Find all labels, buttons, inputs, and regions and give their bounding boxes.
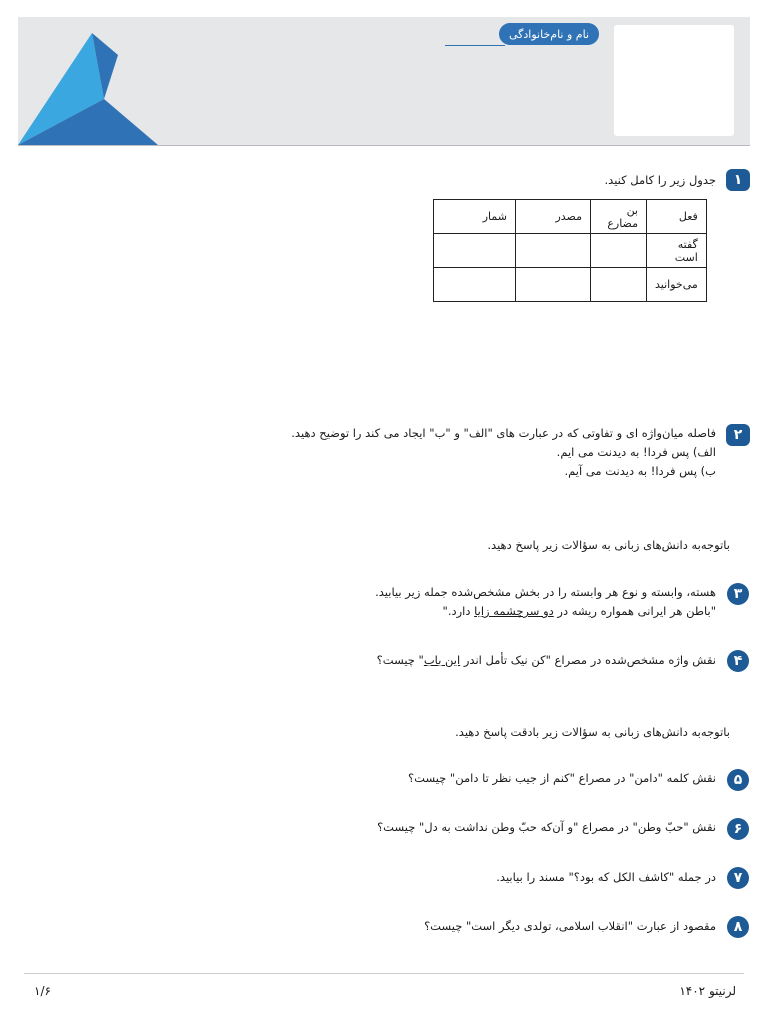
text-part: " چیست؟ — [376, 653, 424, 667]
question-2-line: ب) پس فردا! به دیدنت می آیم. — [564, 464, 716, 478]
question-8-text: مقصود از عبارت "انقلاب اسلامی، تولدی دیگر است" چیست؟ — [424, 919, 716, 933]
question-number-8: ۸ — [727, 916, 749, 938]
table-cell[interactable] — [591, 268, 647, 302]
question-number-5: ۵ — [727, 769, 749, 791]
question-3-line: هسته، وابسته و نوع هر وابسته را در بخش مشخص‌شده جمله زیر بیابید. — [375, 585, 716, 599]
table-header-row — [434, 200, 707, 234]
question-2-line: فاصله میان‌واژه ای و تفاوتی که در عبارت های "الف" و "ب" ایجاد می کند را توضیح دهید. — [291, 426, 716, 440]
question-number-7: ۷ — [727, 867, 749, 889]
table-cell[interactable] — [434, 234, 516, 268]
footer-divider — [24, 973, 744, 974]
table-cell[interactable] — [434, 268, 516, 302]
name-field[interactable] — [445, 45, 505, 46]
brand-logo — [18, 33, 158, 146]
question-number-1: ۱ — [726, 169, 750, 191]
verb-table — [433, 199, 707, 302]
quote-part: دارد." — [442, 604, 475, 618]
question-number-3: ۳ — [727, 583, 749, 605]
name-label: نام و نام‌خانوادگی — [499, 23, 599, 45]
question-3-text — [375, 583, 716, 621]
table-header-cell: مصدر — [516, 200, 591, 234]
table-row — [434, 268, 707, 302]
highlighted-phrase: این باب — [423, 653, 461, 667]
question-2-line: الف) پس فردا! به دیدنت می ایم. — [556, 445, 716, 459]
table-cell[interactable] — [516, 268, 591, 302]
question-5-text: نقش کلمه "دامن" در مصراع "کنم از جیب نظر تا دامن" چیست؟ — [408, 771, 716, 785]
instruction-note: باتوجه‌به دانش‌های زبانی به سؤالات زیر بادقت پاسخ دهید. — [455, 725, 730, 739]
table-header-cell: بن مضارع — [591, 200, 647, 234]
question-number-6: ۶ — [727, 818, 749, 840]
question-7-text: در جمله "کاشف الکل که بود؟" مسند را بیابید. — [496, 870, 716, 884]
table-cell[interactable] — [516, 234, 591, 268]
question-6-text: نقش "حبّ وطن" در مصراع "و آن‌که حبّ وطن نداشت به دل" چیست؟ — [377, 820, 716, 834]
question-number-2: ۲ — [726, 424, 750, 446]
question-number-4: ۴ — [727, 650, 749, 672]
table-row — [434, 234, 707, 268]
text-part: نقش واژه مشخص‌شده در مصراع "کن نیک تأمل اندر — [460, 653, 716, 667]
table-cell: گفته است — [647, 234, 707, 268]
footer-brand: لرنیتو ۱۴۰۲ — [679, 984, 736, 998]
question-1-text: جدول زیر را کامل کنید. — [604, 173, 716, 187]
quote-part: "باطن هر ایرانی همواره ریشه در — [553, 604, 716, 618]
table-cell: می‌خوانید — [647, 268, 707, 302]
table-cell[interactable] — [591, 234, 647, 268]
page-number: ۱/۶ — [34, 984, 51, 998]
question-4-text — [377, 651, 716, 670]
highlighted-phrase: دو سرچشمه زایا — [474, 604, 554, 618]
table-header-cell: شمار — [434, 200, 516, 234]
question-2-text — [291, 424, 716, 481]
instruction-note: باتوجه‌به دانش‌های زبانی به سؤالات زیر پاسخ دهید. — [487, 538, 730, 552]
table-header-cell: فعل — [647, 200, 707, 234]
photo-box — [614, 25, 734, 136]
question-3-quote — [375, 602, 716, 621]
